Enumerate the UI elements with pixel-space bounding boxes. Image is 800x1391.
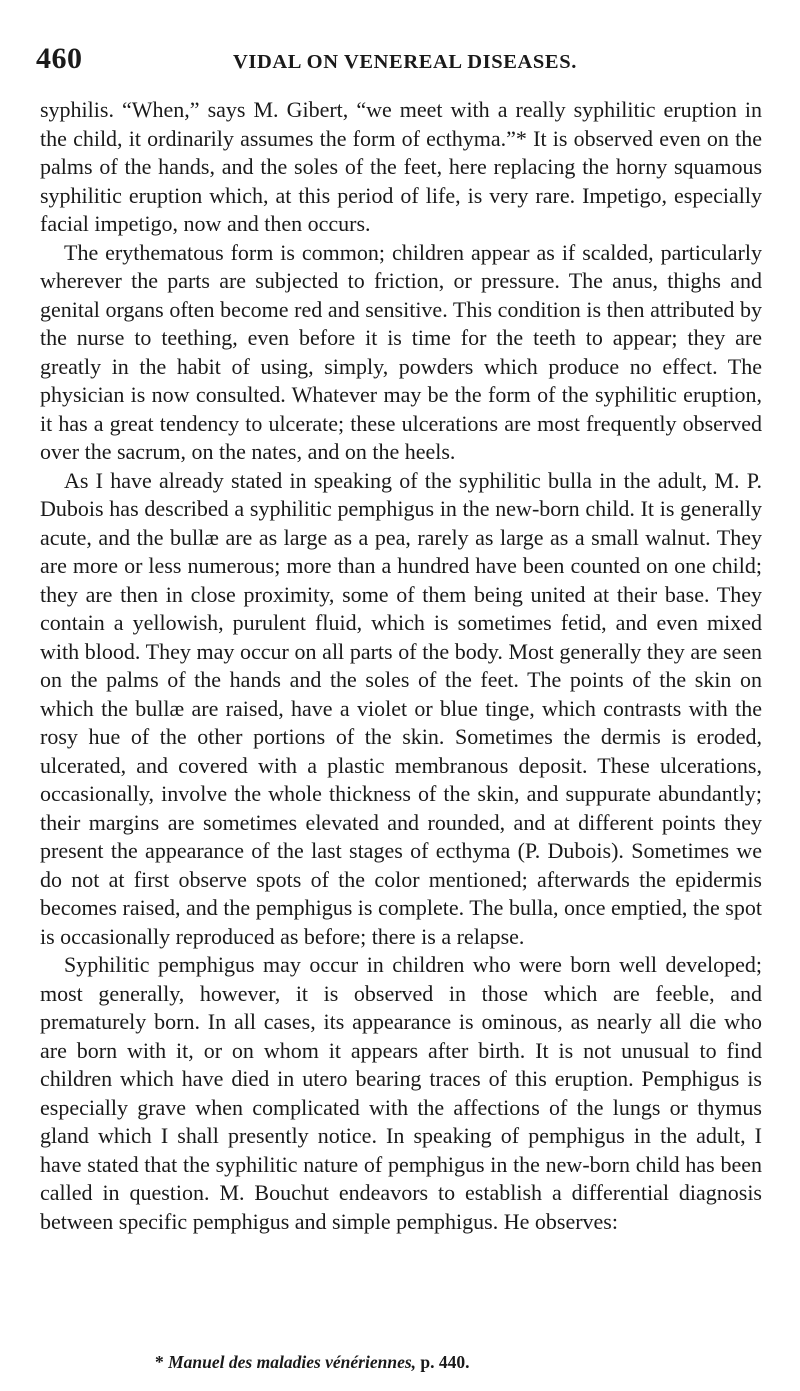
paragraph-4: Syphilitic pemphigus may occur in children who were born well developed; most generally, however, it is observed in those which are feeble, and prematurely born. In all cases, its appearance is ominous, as nearly all die who are born with it, or on whom it appears after birth. It is not unusual to find children which have died in utero bearing traces of this eruption. Pemphigus is especially grave when complicated with the affections of the lungs or thymus gland which I shall presently notice. In speaking of pemphigus in the adult, I have stated that the syphilitic nature of pemphigus in the new-born child has been called in question. M. Bouchut endeavors to establish a differential diagnosis between specific pemphigus and simple pemphigus. He observes: xyxy=(40,952,762,1234)
paragraph-1: syphilis. “When,” says M. Gibert, “we meet with a really syphilitic eruption in the child, it ordinarily assumes the form of ecthyma.”* It is observed even on the palms of the hands, and the soles of the feet, here replacing the horny squamous syphilitic eruption which, at this period of life, is very rare. Impetigo, especially facial impetigo, now and then occurs. xyxy=(40,97,762,236)
footnote-title: Manuel des maladies vénériennes, xyxy=(168,1352,417,1372)
paragraph-2: The erythematous form is common; children appear as if scalded, particularly wherever the parts are subjected to friction, or pressure. The anus, thighs and genital organs often become red and sensitive. This condition is then attributed by the nurse to teething, even before it is time for the teeth to appear; they are greatly in the habit of using, simply, powders which produce no effect. The physician is now consulted. Whatever may be the form of the syphilitic eruption, it has a great tendency to ulcerate; these ulcerations are most frequently observed over the sacrum, on the nates, and on the heels. xyxy=(40,239,762,464)
page-number: 460 xyxy=(36,42,83,75)
footnote xyxy=(155,1352,755,1373)
paragraph-3: As I have already stated in speaking of the syphilitic bulla in the adult, M. P. Dubois has described a syphilitic pemphigus in the new-born child. It is generally acute, and the bullæ are as large as a pea, rarely as large as a small walnut. They are more or less numerous; more than a hundred have been counted on one child; they are then in close proximity, some of them being united at their base. They contain a yellowish, purulent fluid, which is sometimes fetid, and even mixed with blood. They may occur on all parts of the body. Most generally they are seen on the palms of the hands and the soles of the feet. The points of the skin on which the bullæ are raised, have a violet or blue tinge, which contrasts with the rosy hue of the other portions of the skin. Sometimes the dermis is eroded, ulcerated, and covered with a plastic membranous deposit. These ulcerations, occasionally, involve the whole thickness of the skin, and suppurate abundantly; their margins are sometimes elevated and rounded, and at different points they present the appearance of the last stages of ecthyma (P. Dubois). Sometimes we do not at first observe spots of the color mentioned; afterwards the epidermis becomes raised, and the pemphigus is complete. The bulla, once emptied, the spot is occasionally reproduced as before; there is a relapse. xyxy=(40,467,762,949)
running-title: VIDAL ON VENEREAL DISEASES. xyxy=(233,51,577,73)
body-text xyxy=(40,96,762,1236)
footnote-marker: * xyxy=(155,1352,164,1372)
running-head xyxy=(36,42,764,82)
footnote-page-ref: p. 440. xyxy=(420,1352,470,1372)
